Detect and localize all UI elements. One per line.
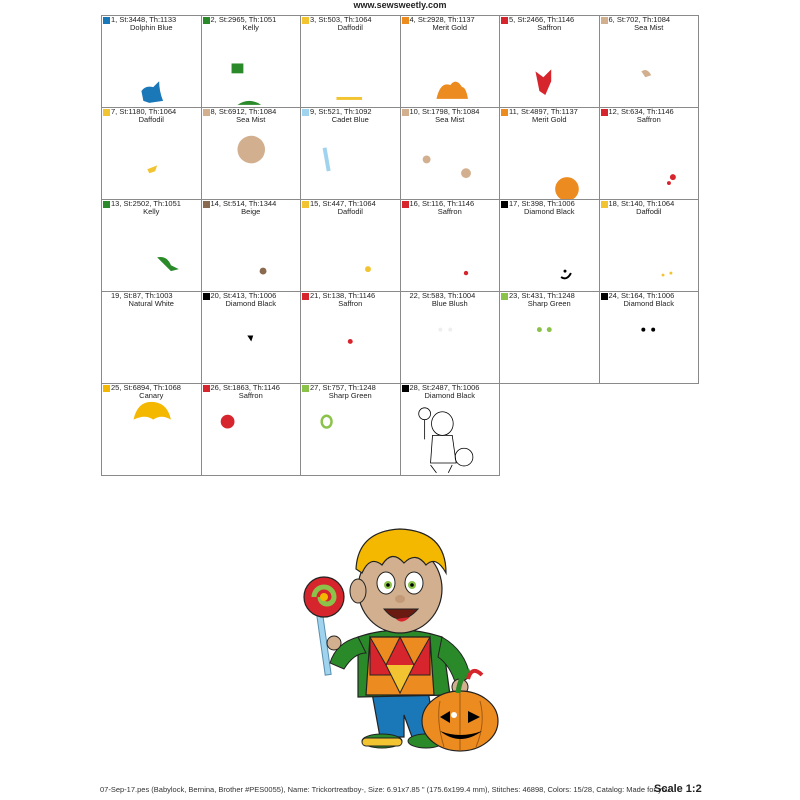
color-stitch-preview [600, 200, 699, 291]
color-cell-thread-name: Saffron [537, 23, 562, 32]
color-cell [499, 199, 600, 292]
design-info-footer: 07-Sep-17.pes (Babylock, Bernina, Brother #PES0055), Name: Trickortreatboy-, Size: 6.91x7.85 " (175.6x199.4 mm), Stitches: 46898, Colors: 15/28, Catalog: Made for you [100, 785, 671, 794]
color-cell-header: 16, St:116, Th:1146 [409, 199, 475, 208]
color-cell-header: 7, St:1180, Th:1064 [111, 107, 177, 116]
color-cell-thread-name: Merit Gold [531, 115, 567, 124]
color-stitch-preview [500, 292, 599, 383]
color-cell-header: 6, St:702, Th:1084 [608, 15, 671, 24]
color-cell-header: 24, St:164, Th:1006 [608, 291, 675, 300]
color-cell [599, 199, 700, 292]
color-cell-header: 11, St:4897, Th:1137 [509, 107, 578, 116]
color-cell [101, 199, 202, 292]
color-cell-header: 8, St:6912, Th:1084 [210, 107, 277, 116]
color-stitch-preview [102, 292, 201, 383]
color-stitch-preview [600, 292, 699, 383]
color-stitch-preview [202, 16, 301, 107]
color-stitch-preview [401, 200, 500, 291]
color-cell [499, 107, 600, 200]
color-cell [101, 15, 202, 108]
color-stitch-preview [301, 108, 400, 199]
color-cell-header: 14, St:514, Th:1344 [210, 199, 277, 208]
color-cell [101, 383, 202, 476]
color-stitch-preview [500, 200, 599, 291]
color-cell-thread-name: Saffron [338, 299, 363, 308]
color-cell-thread-name: Diamond Black [524, 207, 575, 216]
color-cell-thread-name: Diamond Black [225, 299, 276, 308]
color-stitch-preview [301, 384, 400, 475]
color-cell-thread-name: Sharp Green [527, 299, 571, 308]
color-stitch-preview [202, 384, 301, 475]
color-cell-thread-name: Daffodil [138, 115, 164, 124]
scale-label: Scale 1:2 [654, 783, 702, 795]
color-cell-header: 25, St:6894, Th:1068 [111, 383, 181, 392]
color-cell-thread-name: Sea Mist [634, 23, 664, 32]
color-cell-thread-name: Kelly [143, 207, 160, 216]
color-cell-thread-name: Daffodil [636, 207, 662, 216]
color-cell-thread-name: Beige [241, 207, 261, 216]
color-cell-header: 19, St:87, Th:1003 [111, 291, 173, 300]
color-cell-header: 12, St:634, Th:1146 [608, 107, 674, 116]
color-stitch-preview [600, 108, 699, 199]
color-stitch-preview [401, 292, 500, 383]
color-stitch-preview [301, 16, 400, 107]
color-stitch-preview [401, 108, 500, 199]
color-cell [499, 15, 600, 108]
color-cell-thread-name: Daffodil [337, 23, 363, 32]
color-cell-thread-name: Dolphin Blue [129, 23, 173, 32]
color-cell-thread-name: Natural White [128, 299, 174, 308]
color-cell [599, 107, 700, 200]
color-cell [300, 383, 401, 476]
site-url: www.sewsweetly.com [353, 0, 447, 10]
color-cell-thread-name: Diamond Black [623, 299, 674, 308]
color-cell-header: 28, St:2487, Th:1006 [409, 383, 480, 392]
color-cell-thread-name: Blue Blush [431, 299, 468, 308]
color-cell [300, 15, 401, 108]
color-stitch-preview [301, 200, 400, 291]
color-cell-header: 22, St:583, Th:1004 [409, 291, 476, 300]
color-stitch-preview [401, 16, 500, 107]
color-cell [599, 15, 700, 108]
color-cell [300, 291, 401, 384]
color-cell-header: 15, St:447, Th:1064 [310, 199, 376, 208]
color-cell-header: 3, St:503, Th:1064 [310, 15, 372, 24]
color-cell-header: 9, St:521, Th:1092 [310, 107, 372, 116]
color-stitch-preview [102, 384, 201, 475]
color-cell-thread-name: Canary [139, 391, 164, 400]
color-stitch-preview [500, 108, 599, 199]
color-stitch-preview [202, 292, 301, 383]
color-stitch-preview [500, 16, 599, 107]
color-cell [400, 291, 501, 384]
color-cell [101, 107, 202, 200]
color-cell [101, 291, 202, 384]
color-cell-header: 23, St:431, Th:1248 [509, 291, 575, 300]
color-cell-header: 17, St:398, Th:1006 [509, 199, 575, 208]
color-cell-header: 2, St:2965, Th:1051 [210, 15, 277, 24]
color-cell-thread-name: Merit Gold [432, 23, 468, 32]
color-cell-thread-name: Kelly [242, 23, 259, 32]
color-cell-header: 5, St:2466, Th:1146 [509, 15, 575, 24]
color-cell-header: 10, St:1798, Th:1084 [409, 107, 480, 116]
color-cell-thread-name: Sea Mist [236, 115, 266, 124]
color-cell-thread-name: Sea Mist [435, 115, 465, 124]
color-stitch-preview [102, 200, 201, 291]
color-stitch-preview [102, 108, 201, 199]
color-cell-header: 21, St:138, Th:1146 [310, 291, 376, 300]
color-cell [400, 107, 501, 200]
color-cell [599, 291, 700, 384]
color-cell [201, 199, 302, 292]
color-cell [201, 107, 302, 200]
color-cell-thread-name: Saffron [636, 115, 661, 124]
color-cell-header: 1, St:3448, Th:1133 [111, 15, 177, 24]
color-cell-header: 18, St:140, Th:1064 [608, 199, 675, 208]
color-chart-grid [101, 15, 698, 475]
color-cell-header: 26, St:1863, Th:1146 [210, 383, 280, 392]
color-cell-header: 13, St:2502, Th:1051 [111, 199, 181, 208]
color-cell [300, 107, 401, 200]
color-cell-header: 20, St:413, Th:1006 [210, 291, 277, 300]
color-cell-thread-name: Diamond Black [424, 391, 475, 400]
color-cell [400, 15, 501, 108]
color-cell-thread-name: Daffodil [337, 207, 363, 216]
color-cell [499, 291, 600, 384]
color-stitch-preview [301, 292, 400, 383]
color-stitch-preview [102, 16, 201, 107]
color-cell [201, 291, 302, 384]
color-cell-thread-name: Sharp Green [328, 391, 372, 400]
color-cell-header: 27, St:757, Th:1248 [310, 383, 376, 392]
color-cell-header: 4, St:2928, Th:1137 [409, 15, 475, 24]
color-stitch-preview [202, 200, 301, 291]
color-stitch-preview [600, 16, 699, 107]
color-cell-thread-name: Cadet Blue [331, 115, 369, 124]
color-cell [300, 199, 401, 292]
color-cell [400, 199, 501, 292]
color-cell-thread-name: Saffron [437, 207, 462, 216]
design-preview [300, 525, 500, 757]
color-stitch-preview [401, 384, 500, 475]
color-cell [201, 383, 302, 476]
color-stitch-preview [202, 108, 301, 199]
color-cell [201, 15, 302, 108]
color-cell [400, 383, 501, 476]
color-cell-thread-name: Saffron [238, 391, 263, 400]
